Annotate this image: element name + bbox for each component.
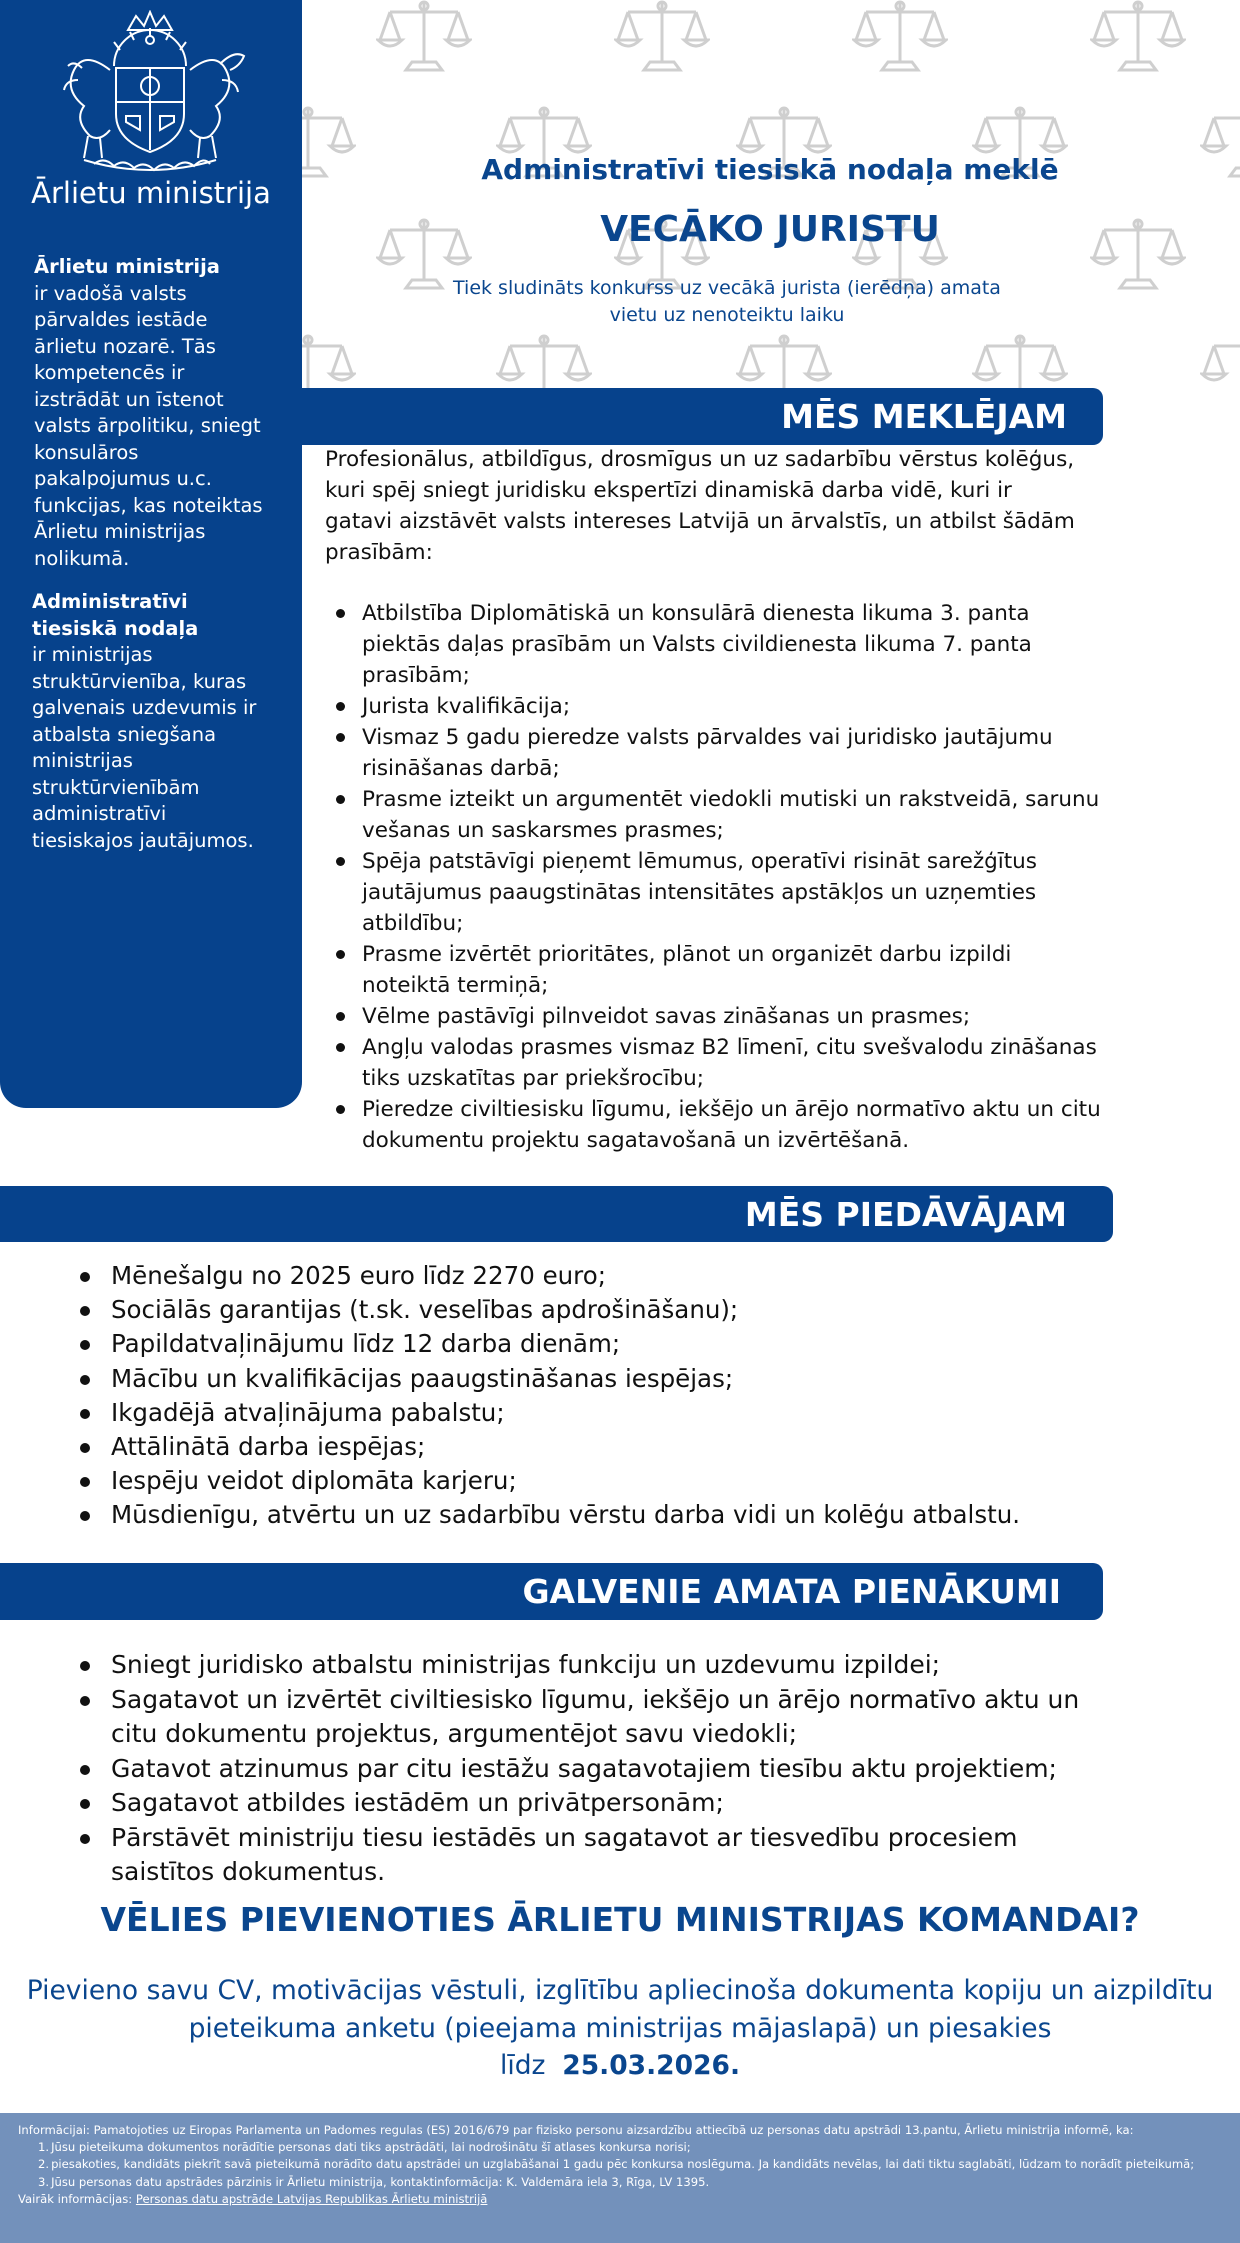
footer-intro: Informācijai: Pamatojoties uz Eiropas Parlamenta un Padomes regulas (ES) 2016/679 par fizisko personu aizsardzību attiecībā uz personas datu apstrādi 13.pantu, Ārlietu ministrija informē, ka: (18, 2123, 1134, 2137)
scales-icon (376, 0, 472, 78)
scales-icon (496, 332, 592, 390)
cta-deadline: 25.03.2026. (562, 2050, 741, 2081)
page-title: VECĀKO JURISTU (600, 209, 940, 250)
privacy-link[interactable]: Personas datu apstrāde Latvijas Republikas Ārlietu ministrijā (135, 2191, 488, 2206)
list-item: Sagatavot un izvērtēt civiltiesisko līgumu, iekšējo un ārējo normatīvo aktu un citu dokumentu projektus, argumentējot savu viedokli; (111, 1683, 1111, 1752)
coat-of-arms-icon (44, 10, 256, 178)
header-subtitle: Administratīvi tiesiskā nodaļa meklē (481, 153, 1059, 186)
list-item: Pārstāvēt ministriju tiesu iestādēs un sagatavot ar tiesvedību procesiem saistītos dokumentus. (111, 1821, 1111, 1890)
footer-list-item (38, 2174, 1222, 2191)
list-item: Ikgadējā atvaļinājuma pabalstu; (111, 1396, 1171, 1430)
section-heading-duties: GALVENIE AMATA PIENĀKUMI (0, 1563, 1103, 1620)
footer-item-number: 3. (38, 2174, 50, 2189)
list-item: Iespēju veidot diplomāta karjeru; (111, 1464, 1171, 1498)
footer-privacy-notice (0, 2113, 1240, 2243)
list-item: Prasme izvērtēt prioritātes, plānot un organizēt darbu izpildi noteiktā termiņā; (362, 939, 1102, 1001)
footer-list-item (38, 2139, 1222, 2156)
requirements-list (362, 598, 1102, 1156)
footer-list (18, 2139, 1222, 2191)
list-item: Vēlme pastāvīgi pilnveidot savas zināšanas un prasmes; (362, 1001, 1102, 1032)
list-item: Mācību un kvalifikācijas paaugstināšanas iespējas; (111, 1362, 1171, 1396)
footer-more-label: Vairāk informācijas: (18, 2191, 133, 2206)
scales-icon (852, 0, 948, 78)
scales-icon (614, 0, 710, 78)
list-item: Attālinātā darba iespējas; (111, 1430, 1171, 1464)
cta-title: VĒLIES PIEVIENOTIES ĀRLIETU MINISTRIJAS KOMANDAI? (100, 1900, 1140, 1939)
header-description: Tiek sludināts konkurss uz vecākā jurista (ierēdņa) amata vietu uz nenoteiktu laiku (453, 277, 1001, 326)
list-item: Mēnešalgu no 2025 euro līdz 2270 euro; (111, 1259, 1171, 1293)
sidebar-department-title: Administratīvi tiesiskā nodaļa (32, 590, 199, 640)
section-heading-offer: MĒS PIEDĀVĀJAM (0, 1186, 1113, 1242)
footer-item-text: piesakoties, kandidāts piekrīt savā pieteikumā norādīto datu apstrādei un uzglabāšanai 1 gadu pēc konkursa noslēguma. Ja kandidāts nevēlas, lai dati tiktu saglabāti, lūdzam to norādīt pieteikumā; (51, 2157, 1195, 2172)
sidebar-ministry-title: Ārlietu ministrija (34, 255, 220, 278)
list-item: Prasme izteikt un argumentēt viedokli mutiski un rakstveidā, sarunu vešanas un saskarsmes prasmes; (362, 784, 1102, 846)
duties-list (111, 1648, 1111, 1890)
list-item: Gatavot atzinumus par citu iestāžu sagatavotajiem tiesību aktu projektiem; (111, 1752, 1111, 1787)
list-item: Angļu valodas prasmes vismaz B2 līmenī, citu svešvalodu zināšanas tiks uzskatītas par priekšrocību; (362, 1032, 1102, 1094)
scales-icon (972, 332, 1068, 390)
sidebar (0, 0, 302, 1108)
list-item: Papildatvaļinājumu līdz 12 darba dienām; (111, 1327, 1171, 1361)
footer-item-number: 2. (38, 2157, 50, 2172)
sidebar-department-text: ir ministrijas struktūrvienība, kuras galvenais uzdevumis ir atbalsta sniegšana ministrijas struktūrvienībām administratīvi tiesiskajos jautājumos. (32, 643, 257, 852)
scales-icon (300, 332, 356, 390)
sidebar-department-info (32, 589, 272, 854)
list-item: Vismaz 5 gadu pieredze valsts pārvaldes vai juridisko jautājumu risināšanas darbā; (362, 722, 1102, 784)
list-item: Pieredze civiltiesisku līgumu, iekšējo un ārējo normatīvo aktu un citu dokumentu projektu sagatavošanā un izvērtēšanā. (362, 1094, 1102, 1156)
offer-list (111, 1259, 1171, 1533)
list-item: Sociālās garantijas (t.sk. veselības apdrošināšanu); (111, 1293, 1171, 1327)
seek-intro: Profesionālus, atbildīgus, drosmīgus un uz sadarbību vērstus kolēģus, kuri spēj sniegt juridisku ekspertīzi dinamiskā darba vidē, kuri ir gatavi aizstāvēt valsts intereses Latvijā un ārvalstīs, un atbilst šādām prasībām: (325, 447, 1075, 565)
list-item: Sagatavot atbildes iestādēm un privātpersonām; (111, 1786, 1111, 1821)
list-item: Mūsdienīgu, atvērtu un uz sadarbību vērstu darba vidi un kolēģu atbalstu. (111, 1498, 1171, 1532)
cta-body: Pievieno savu CV, motivācijas vēstuli, izglītību apliecinoša dokumenta kopiju un aizpildītu pieteikuma anketu (pieejama ministrijas mājaslapā) un piesakies (26, 1975, 1214, 2044)
cta-text (20, 1972, 1220, 2085)
list-item: Sniegt juridisko atbalstu ministrijas funkciju un uzdevumu izpildei; (111, 1648, 1111, 1683)
footer-item-text: Jūsu pieteikuma dokumentos norādītie personas dati tiks apstrādāti, lai nodrošinātu šī atlases konkursa norisi; (51, 2140, 691, 2155)
scales-icon (736, 332, 832, 390)
scales-pattern (300, 0, 1240, 390)
footer-list-item (38, 2156, 1222, 2173)
section-heading-seek: MĒS MEKLĒJAM (300, 388, 1103, 445)
cta-until: līdz (499, 2050, 546, 2081)
scales-icon (1200, 332, 1240, 390)
footer-item-text: Jūsu personas datu apstrādes pārzinis ir Ārlietu ministrija, kontaktinformācija: K. Valdemāra iela 3, Rīga, LV 1395. (51, 2174, 710, 2189)
list-item: Spēja patstāvīgi pieņemt lēmumus, operatīvi risināt sarežģītus jautājumus paaugstinātas intensitātes apstākļos un uzņemties atbildību; (362, 846, 1102, 939)
sidebar-ministry-text: ir vadošā valsts pārvaldes iestāde ārlietu nozarē. Tās kompetencēs ir izstrādāt un īstenot valsts ārpolitiku, sniegt konsulāros pakalpojumus u.c. funkcijas, kas noteiktas Ārlietu ministrijas nolikumā. (34, 281, 263, 570)
sidebar-ministry-info (34, 254, 274, 572)
list-item: Jurista kvalifikācija; (362, 691, 1102, 722)
list-item: Atbilstība Diplomātiskā un konsulārā dienesta likuma 3. panta piektās daļas prasībām un Valsts civildienesta likuma 7. panta prasībām; (362, 598, 1102, 691)
footer-more (18, 2191, 1222, 2208)
scales-icon (1090, 0, 1186, 78)
ministry-name: Ārlietu ministrija (31, 176, 271, 210)
footer-item-number: 1. (38, 2140, 50, 2155)
